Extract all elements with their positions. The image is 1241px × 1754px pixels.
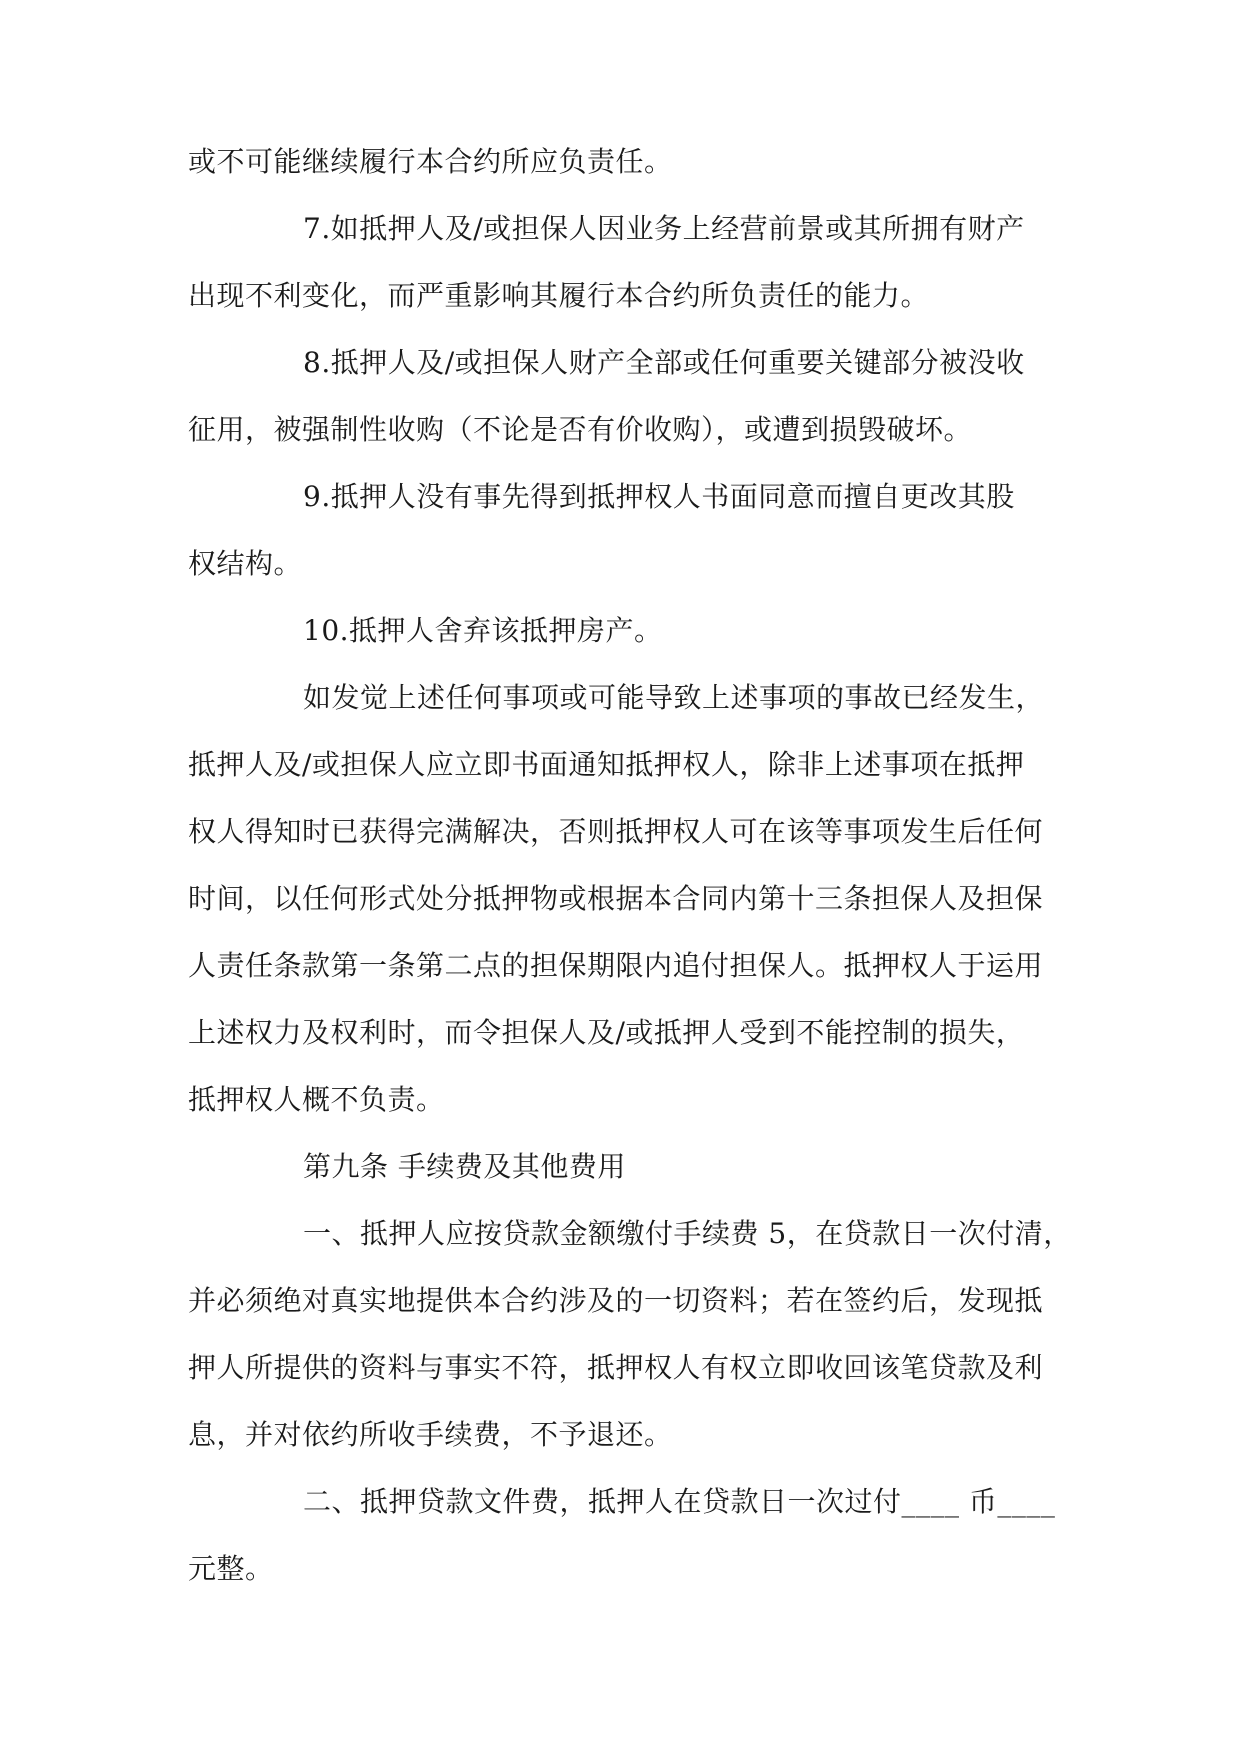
text-line: 8.抵押人及/或担保人财产全部或任何重要关键部分被没收	[303, 346, 1025, 379]
text-line: 时间，以任何形式处分抵押物或根据本合同内第十三条担保人及担保	[188, 882, 1044, 915]
text-line: 出现不利变化，而严重影响其履行本合约所负责任的能力。	[188, 279, 930, 312]
text-line: 权结构。	[188, 547, 303, 580]
text-line: 押人所提供的资料与事实不符，抵押权人有权立即收回该笔贷款及利	[188, 1351, 1044, 1384]
text-line: 一、抵押人应按贷款金额缴付手续费 5，在贷款日一次付清，	[303, 1217, 1072, 1250]
section-heading: 第九条 手续费及其他费用	[303, 1150, 626, 1183]
text-line: 权人得知时已获得完满解决，否则抵押权人可在该等事项发生后任何	[188, 815, 1044, 848]
text-line: 上述权力及权利时，而令担保人及/或抵押人受到不能控制的损失，	[188, 1016, 1025, 1049]
text-line: 或不可能继续履行本合约所应负责任。	[188, 145, 673, 178]
text-line: 10.抵押人舍弃该抵押房产。	[303, 614, 663, 647]
text-line: 元整。	[188, 1552, 274, 1585]
text-line: 7.如抵押人及/或担保人因业务上经营前景或其所拥有财产	[303, 212, 1025, 245]
text-line: 抵押权人概不负责。	[188, 1083, 445, 1116]
text-line: 并必须绝对真实地提供本合约涉及的一切资料；若在签约后，发现抵	[188, 1284, 1044, 1317]
text-line: 抵押人及/或担保人应立即书面通知抵押权人，除非上述事项在抵押	[188, 748, 1025, 781]
text-line: 9.抵押人没有事先得到抵押权人书面同意而擅自更改其股	[303, 480, 1015, 513]
text-line: 息，并对依约所收手续费，不予退还。	[188, 1418, 673, 1451]
text-line: 人责任条款第一条第二点的担保期限内追付担保人。抵押权人于运用	[188, 949, 1044, 982]
text-line: 二、抵押贷款文件费，抵押人在贷款日一次过付____ 币____	[303, 1485, 1056, 1518]
text-line: 征用，被强制性收购（不论是否有价收购），或遭到损毁破坏。	[188, 413, 973, 446]
text-line: 如发觉上述任何事项或可能导致上述事项的事故已经发生，	[303, 681, 1045, 714]
